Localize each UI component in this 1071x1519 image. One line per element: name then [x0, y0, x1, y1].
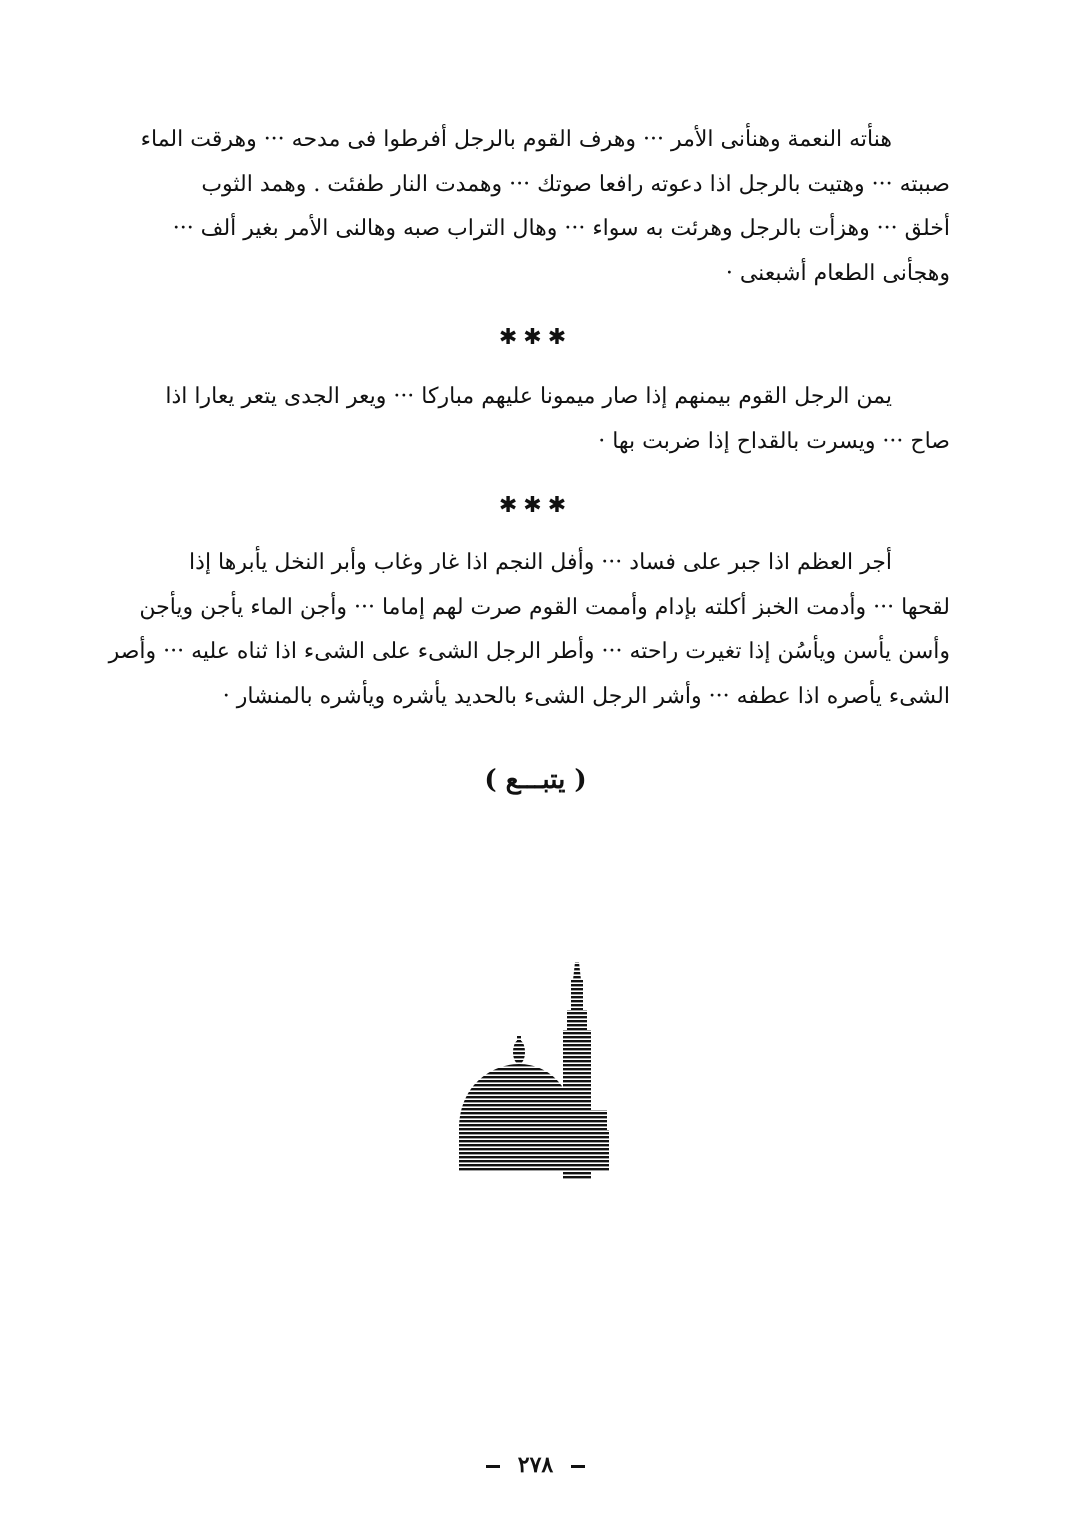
- to-be-continued-label: ( يتبـــع ): [484, 765, 587, 795]
- dash-left: [486, 1465, 500, 1468]
- paragraph-line: الشىء يأصره اذا عطفه ··· وأشر الرجل الشىء بالحديد يأشره ويأشره بالمنشار ·: [222, 683, 950, 709]
- section-separator: ✱✱✱: [498, 493, 573, 518]
- paragraph-line: هنأته النعمة وهنأنى الأمر ··· وهرف القوم بالرجل أفرطوا فى مدحه ··· وهرقت الماء: [140, 127, 892, 152]
- section-separator: ✱✱✱: [498, 325, 573, 350]
- paragraph-line: يمن الرجل القوم بيمنهم إذا صار ميمونا عليهم مباركا ··· ويعر الجدى يتعر يعارا اذا: [165, 384, 892, 409]
- paragraph-line: وأسن يأسن ويأسُن إذا تغيرت راحته ··· وأطر الرجل الشىء على الشىء اذا ثناه عليه ··· وأصر: [108, 639, 950, 664]
- paragraph-line: صاح ··· ويسرت بالقداح إذا ضربت بها ·: [598, 428, 950, 454]
- paragraph-line: أجر العظم اذا جبر على فساد ··· وأفل النجم اذا غار وغاب وأبر النخل يأبرها إذا: [189, 550, 892, 575]
- dash-right: [571, 1465, 585, 1468]
- paragraph-line: وهجأنى الطعام أشبعنى ·: [725, 260, 950, 286]
- paragraph-1: [92, 118, 950, 296]
- paragraph-line: صببته ··· وهتيت بالرجل اذا دعوته رافعا صوتك ··· وهمدت النار طفئت . وهمد الثوب: [201, 171, 950, 197]
- paragraph-2: [92, 375, 950, 464]
- page-number-value: ٢٧٨: [517, 1452, 554, 1478]
- paragraph-line: أخلق ··· وهزأت بالرجل وهرئت به سواء ··· وهال التراب صبه وهالنى الأمر بغير ألف ···: [172, 216, 950, 241]
- page-number: [0, 1452, 1071, 1478]
- mosque-dome-minaret-icon: [455, 960, 615, 1180]
- paragraph-3: [92, 541, 950, 719]
- paragraph-line: لقحها ··· وأدمت الخبز أكلته بإدام وأممت القوم صرت لهم إماما ··· وأجن الماء يأجن ويأجن: [139, 594, 950, 620]
